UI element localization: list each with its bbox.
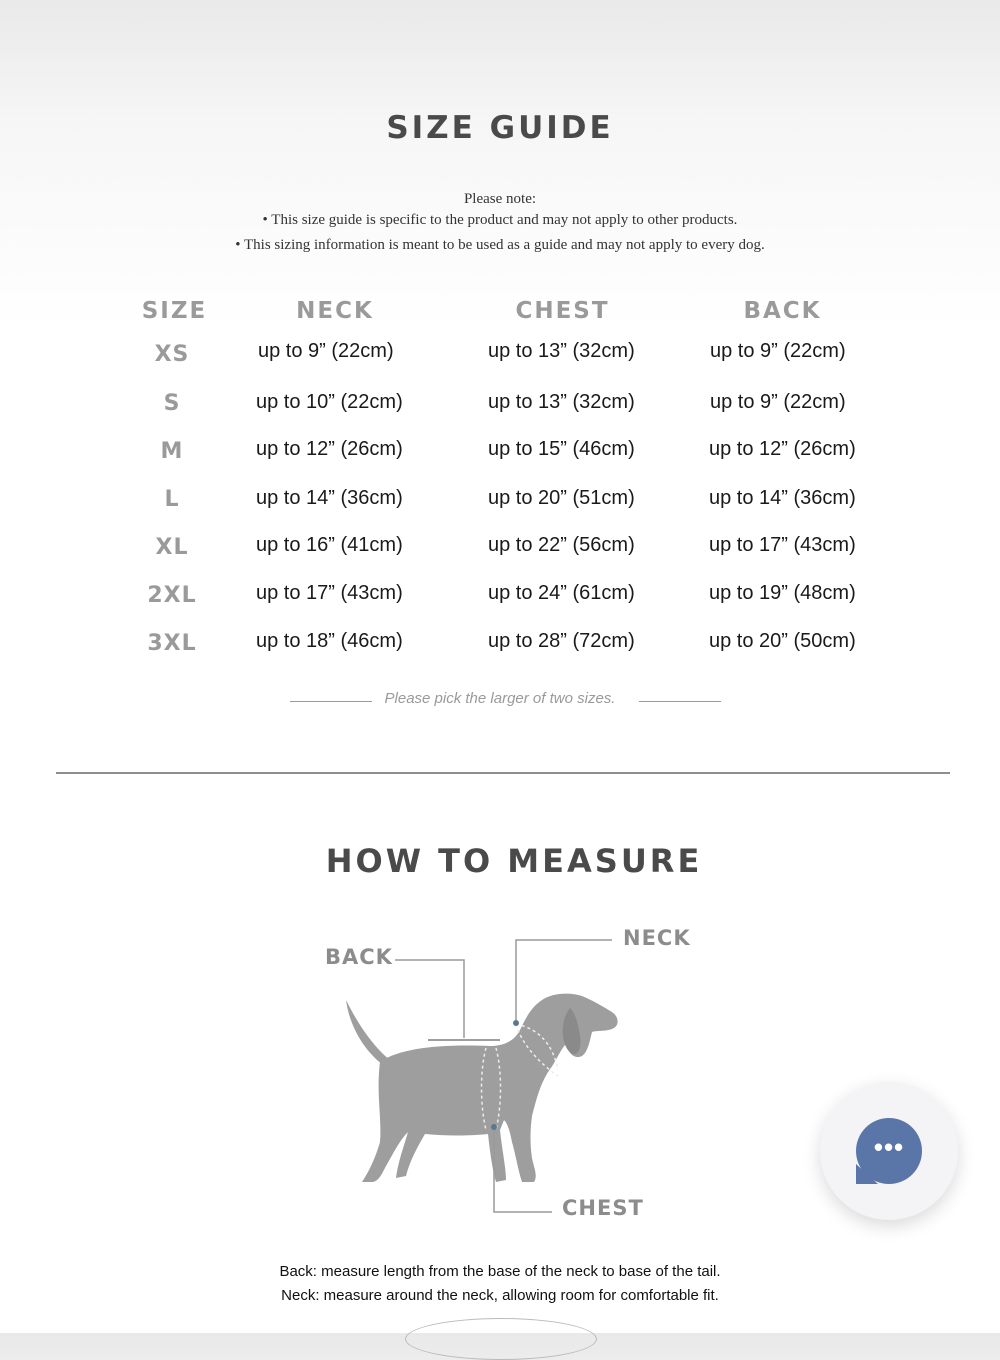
- back-leader-line: [395, 960, 464, 1038]
- note-item: • This sizing information is meant to be used as a guide and may not apply to every dog.: [235, 237, 765, 253]
- size-cell: L: [164, 487, 180, 512]
- chat-bubble-tail: [856, 1164, 878, 1184]
- chest-label: CHEST: [562, 1196, 644, 1220]
- neck-cell: up to 10” (22cm): [256, 391, 403, 413]
- size-footnote: Please pick the larger of two sizes.: [384, 690, 616, 707]
- size-cell: XL: [155, 535, 189, 560]
- back-label: BACK: [325, 945, 393, 969]
- chest-point: [491, 1124, 497, 1130]
- header-chest: CHEST: [515, 298, 610, 324]
- neck-label: NECK: [623, 926, 691, 950]
- chat-button[interactable]: [820, 1082, 958, 1220]
- back-cell: up to 12” (26cm): [709, 438, 856, 460]
- neck-point: [513, 1020, 519, 1026]
- neck-cell: up to 17” (43cm): [256, 582, 403, 604]
- chest-cell: up to 13” (32cm): [488, 391, 635, 413]
- header-back: BACK: [743, 298, 822, 324]
- chest-cell: up to 28” (72cm): [488, 630, 635, 652]
- how-to-measure-title: HOW TO MEASURE: [325, 842, 703, 880]
- note-heading: Please note:: [463, 191, 537, 207]
- chest-cell: up to 13” (32cm): [488, 340, 635, 362]
- note-item: • This size guide is specific to the product and may not apply to other products.: [262, 212, 738, 228]
- neck-cell: up to 14” (36cm): [256, 487, 403, 509]
- size-cell: M: [160, 439, 184, 464]
- size-cell: 2XL: [147, 583, 197, 608]
- note-text: This sizing information is meant to be used as a guide and may not apply to every dog.: [244, 237, 765, 253]
- chat-dots: •••: [873, 1132, 905, 1162]
- header-size: SIZE: [141, 298, 208, 324]
- back-cell: up to 9” (22cm): [710, 391, 846, 413]
- neck-cell: up to 12” (26cm): [256, 438, 403, 460]
- chest-cell: up to 22” (56cm): [488, 534, 635, 556]
- size-cell: 3XL: [147, 631, 197, 656]
- chest-cell: up to 24” (61cm): [488, 582, 635, 604]
- chest-cell: up to 20” (51cm): [488, 487, 635, 509]
- neck-description: Neck: measure around the neck, allowing room for comfortable fit.: [281, 1287, 719, 1304]
- neck-cell: up to 18” (46cm): [256, 630, 403, 652]
- dog-silhouette: [362, 994, 618, 1182]
- chest-cell: up to 15” (46cm): [488, 438, 635, 460]
- bottom-button-outline[interactable]: [405, 1318, 597, 1360]
- footnote-rule-right: [639, 701, 721, 702]
- dog-tail: [346, 1000, 390, 1067]
- back-cell: up to 17” (43cm): [709, 534, 856, 556]
- size-guide-title: SIZE GUIDE: [386, 110, 614, 146]
- size-cell: XS: [154, 342, 190, 367]
- section-divider: [56, 772, 950, 774]
- back-cell: up to 19” (48cm): [709, 582, 856, 604]
- note-text: This size guide is specific to the product and may not apply to other products.: [271, 212, 738, 228]
- back-cell: up to 14” (36cm): [709, 487, 856, 509]
- header-neck: NECK: [296, 298, 374, 324]
- back-description: Back: measure length from the base of the neck to base of the tail.: [279, 1263, 721, 1280]
- neck-cell: up to 9” (22cm): [258, 340, 394, 362]
- size-cell: S: [163, 391, 181, 416]
- neck-cell: up to 16” (41cm): [256, 534, 403, 556]
- back-cell: up to 9” (22cm): [710, 340, 846, 362]
- back-cell: up to 20” (50cm): [709, 630, 856, 652]
